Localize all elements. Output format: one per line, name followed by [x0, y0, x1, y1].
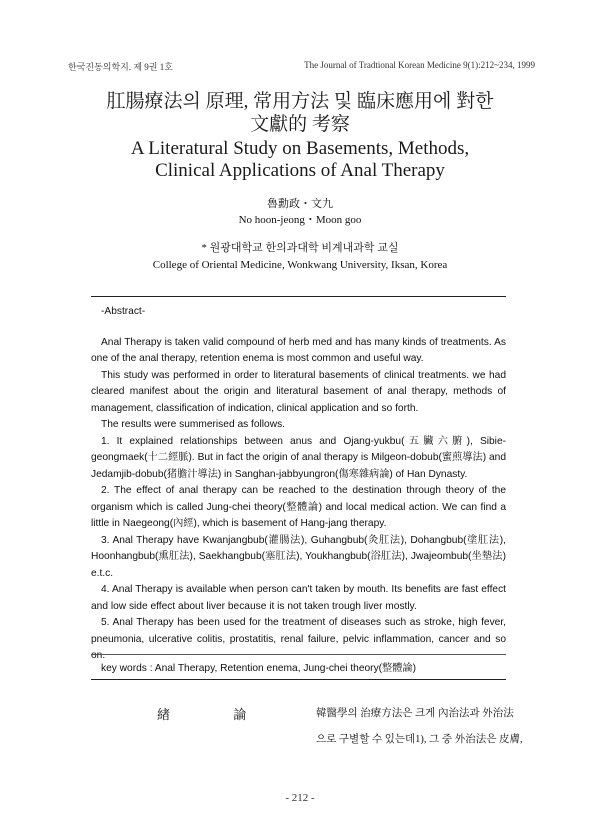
affiliation-korean: * 원광대학교 한의과대학 비계내과학 교실: [201, 242, 399, 254]
page-number: - 212 -: [285, 792, 315, 804]
title-block: [0, 90, 600, 182]
authors-english: No hoon-jeong・Moon goo: [238, 214, 362, 226]
journal-header-english: The Journal of Tradtional Korean Medicine 9(1):212~234, 1999: [304, 60, 535, 70]
abstract-paragraph: This study was performed in order to literatural basements of clinical treatments. we had cleared manifest about the origin and literatural basement of anal therapy, methods of management, classification of indication, clinical application and so forth.: [91, 369, 506, 414]
body-text-line: 韓醫學의 治療方法은 크게 內治法과 外治法: [316, 708, 514, 719]
abstract-result-item: 3. Anal Therapy have Kwanjangbub(灌腸法), Guhangbub(灸肛法), Dohangbub(塗肛法), Hoonhangbub(熏肛法), Saekhangbub(塞肛法), Youkhangbub(浴肛法), Jwajeombub(坐墊法) e.t.c.: [91, 534, 506, 579]
korean-title-line1: 肛腸療法의 原理, 常用方法 및 臨床應用에 對한: [106, 91, 494, 112]
abstract-paragraph: Anal Therapy is taken valid compound of herb med and has many kinds of treatments. As one of the anal therapy, retention enema is most common and useful way.: [91, 336, 506, 364]
abstract-result-item: 5. Anal Therapy has been used for the treatment of diseases such as stroke, high fever, pneumonia, ulcerative colitis, prostatitis, renal failure, pelvic inflammation, cancer and so on.: [91, 617, 506, 661]
english-title-line1: A Literatural Study on Basements, Methods,: [130, 138, 470, 159]
authors-korean: 魯勳政・文九: [267, 198, 333, 210]
abstract-result-item: 2. The effect of anal therapy can be reached to the destination through theory of the organism which is called Jung-chei theory(整體論) and local medical action. We can find a little in Naegeong(內經), which is basement of Hang-jang therapy.: [91, 485, 506, 529]
abstract-bottom-rule: [91, 679, 506, 680]
journal-header-korean: 한국진동의학지. 제 9권 1호: [68, 62, 173, 72]
keywords-divider: [91, 654, 506, 655]
section-heading-introduction: 緖 論: [157, 707, 277, 722]
korean-title-line2: 文獻的 考察: [250, 114, 350, 135]
keywords: key words : Anal Therapy, Retention enema, Jung-chei theory(整體論): [101, 663, 417, 674]
affiliation: [0, 240, 600, 274]
abstract: [91, 300, 506, 665]
abstract-result-item: 1. It explained relationships between anus and Ojang-yukbu(五臟六腑), Sibie-geongmaek(十二經脈). But in fact the origin of anal therapy is Milgeon-dobub(蜜煎導法) and Jedamjib-dobub(猪膽汁導法) in Sanghan-jabbyungron(傷寒雜病論) of Han Dynasty.: [91, 435, 506, 480]
english-title-line2: Clinical Applications of Anal Therapy: [155, 160, 445, 181]
body-text-line: 으로 구별할 수 있는데1), 그 중 外治法은 皮膚,: [316, 734, 523, 745]
authors: [0, 196, 600, 228]
abstract-top-rule: [91, 296, 506, 297]
abstract-paragraph: The results were summerised as follows.: [101, 419, 286, 430]
abstract-label: -Abstract-: [101, 306, 146, 317]
abstract-result-item: 4. Anal Therapy is available when person can't taken by mouth. Its benefits are fast effect and low side effect about liver because it is not taken trough liver mostly.: [91, 584, 506, 612]
affiliation-english: College of Oriental Medicine, Wonkwang University, Iksan, Korea: [152, 259, 448, 271]
